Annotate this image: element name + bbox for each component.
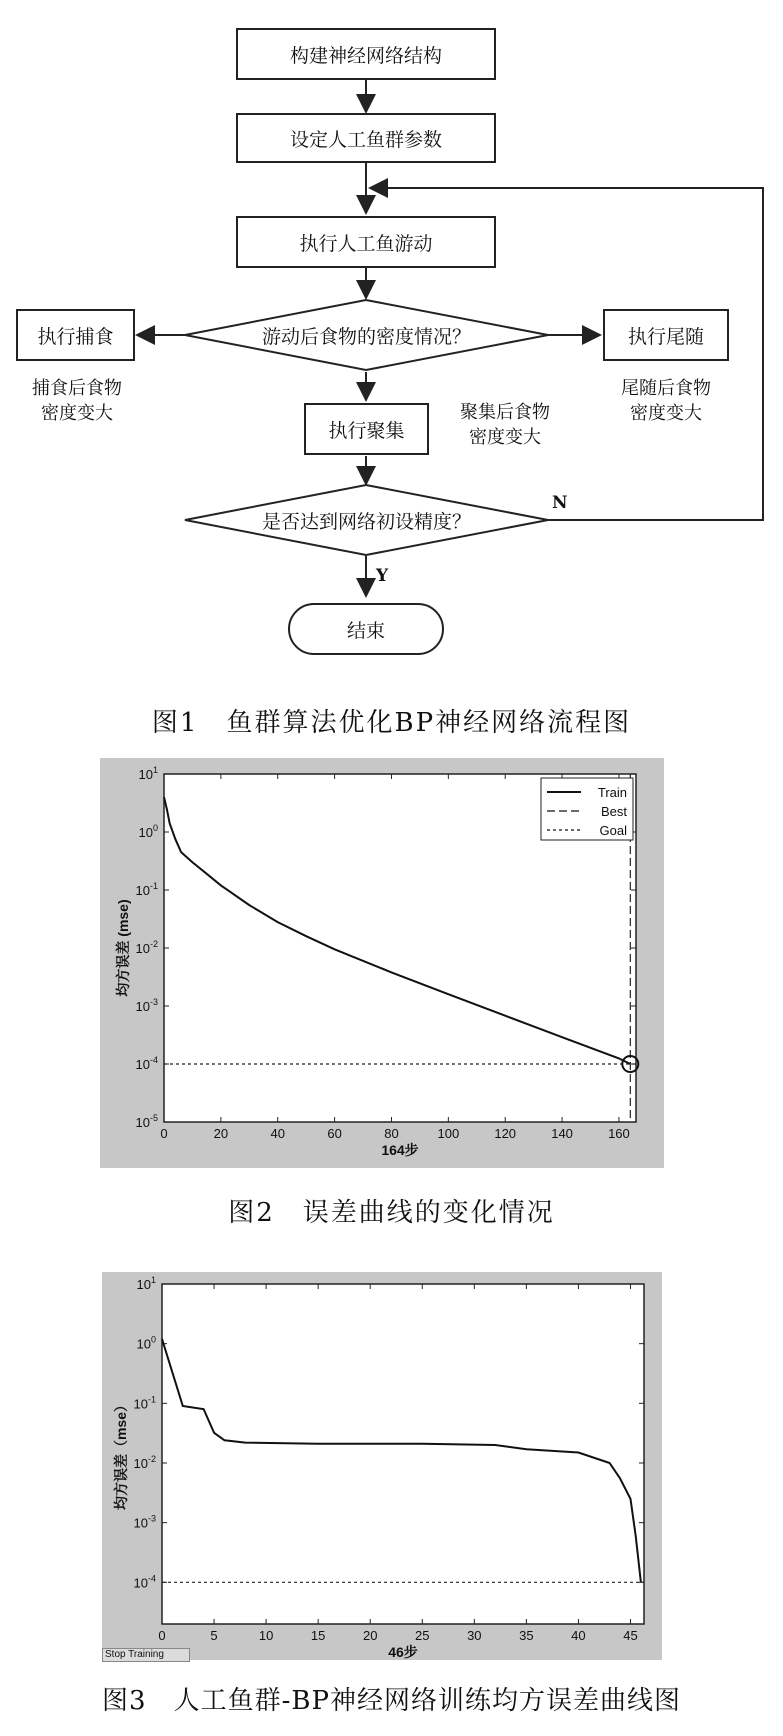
y-tick-label-4: $10^{-3}$ (135, 997, 158, 1014)
x-tick-label-5: 100 (437, 1126, 460, 1141)
x-tick-label-7: 35 (519, 1628, 534, 1643)
legend-label-train: Train (597, 785, 627, 800)
y-axis-label: 均方误差 (mse) (115, 899, 131, 997)
y-tick-label-6: $10^{-5}$ (135, 1113, 158, 1130)
stop-training-button[interactable]: Stop Training (102, 1648, 190, 1662)
yes-label: Y (376, 566, 389, 586)
x-tick-label-9: 45 (623, 1628, 638, 1643)
x-axis-label: 46步 (388, 1644, 418, 1660)
follow-box (603, 309, 729, 361)
swarm-note-line-2: 密度变大 (469, 427, 541, 448)
swim-label: 执行人工鱼游动 (299, 232, 433, 255)
density-question: 游动后食物的密度情况？ (261, 326, 471, 348)
build-network-label: 构建神经网络结构 (289, 44, 442, 67)
x-tick-label-2: 10 (258, 1628, 274, 1643)
y-tick-label-1: $10^0$ (136, 1334, 156, 1352)
set-params-label: 设定人工鱼群参数 (289, 128, 442, 151)
prey-note-line-1: 捕食后食物 (32, 378, 122, 399)
prey-note-line-2: 密度变大 (41, 403, 113, 424)
follow-note-line-1: 尾随后食物 (621, 378, 711, 399)
figure-2-caption: 图2 误差曲线的变化情况 (228, 1198, 555, 1228)
x-tick-label-4: 20 (362, 1628, 378, 1643)
y-tick-label-4: $10^{-3}$ (133, 1513, 156, 1531)
swarm-box (304, 403, 429, 455)
swarm-note (440, 400, 570, 450)
y-tick-label-2: $10^{-1}$ (135, 881, 158, 898)
x-tick-label-5: 25 (415, 1628, 430, 1643)
x-tick-label-1: 5 (210, 1628, 218, 1643)
swarm-note-line-1: 聚集后食物 (460, 402, 550, 423)
training-mse-chart (102, 1272, 662, 1660)
no-label: N (552, 493, 568, 513)
prey-box (16, 309, 135, 361)
end-label: 结束 (346, 619, 385, 642)
y-tick-label-2: $10^{-1}$ (133, 1394, 156, 1412)
y-tick-label-5: $10^{-4}$ (133, 1573, 156, 1591)
legend-label-goal: Goal (599, 823, 627, 838)
x-tick-label-3: 60 (327, 1126, 342, 1141)
build-network-box (236, 28, 496, 80)
x-tick-label-8: 40 (571, 1628, 586, 1643)
y-tick-label-0: $10^1$ (136, 1275, 156, 1292)
y-tick-label-5: $10^{-4}$ (135, 1055, 158, 1072)
y-axis-label: 均方误差（mse） (113, 1397, 129, 1511)
x-tick-label-3: 15 (310, 1628, 326, 1643)
y-tick-label-3: $10^{-2}$ (135, 939, 158, 956)
x-tick-label-1: 20 (213, 1126, 229, 1141)
y-tick-label-1: $10^0$ (138, 823, 158, 840)
swarm-label: 执行聚集 (328, 419, 405, 442)
set-params-box (236, 113, 496, 163)
x-tick-label-6: 30 (467, 1628, 482, 1643)
follow-note-line-2: 密度变大 (630, 403, 702, 424)
x-tick-label-0: 0 (158, 1628, 166, 1643)
x-tick-label-7: 140 (551, 1126, 573, 1141)
swim-box (236, 216, 496, 268)
precision-question: 是否达到网络初设精度？ (261, 511, 471, 533)
figure-1-caption: 图1 鱼群算法优化BP神经网络流程图 (151, 708, 632, 738)
end-terminal (288, 603, 444, 655)
legend-label-best: Best (600, 804, 627, 819)
x-axis-label: 164步 (381, 1142, 419, 1158)
plot-area (162, 1284, 644, 1624)
x-tick-label-6: 120 (494, 1126, 517, 1141)
y-tick-label-3: $10^{-2}$ (133, 1453, 156, 1471)
x-tick-label-0: 0 (160, 1126, 168, 1141)
prey-note (12, 376, 142, 426)
error-curve-chart (100, 758, 664, 1168)
follow-label: 执行尾随 (627, 325, 704, 348)
x-tick-label-2: 40 (270, 1126, 285, 1141)
x-tick-label-8: 160 (608, 1126, 630, 1141)
follow-note (601, 376, 731, 426)
x-tick-label-4: 80 (384, 1126, 399, 1141)
y-tick-label-0: $10^1$ (138, 765, 158, 782)
prey-label: 执行捕食 (37, 325, 114, 348)
figure-3-caption: 图3 人工鱼群-BP神经网络训练均方误差曲线图 (102, 1686, 681, 1716)
